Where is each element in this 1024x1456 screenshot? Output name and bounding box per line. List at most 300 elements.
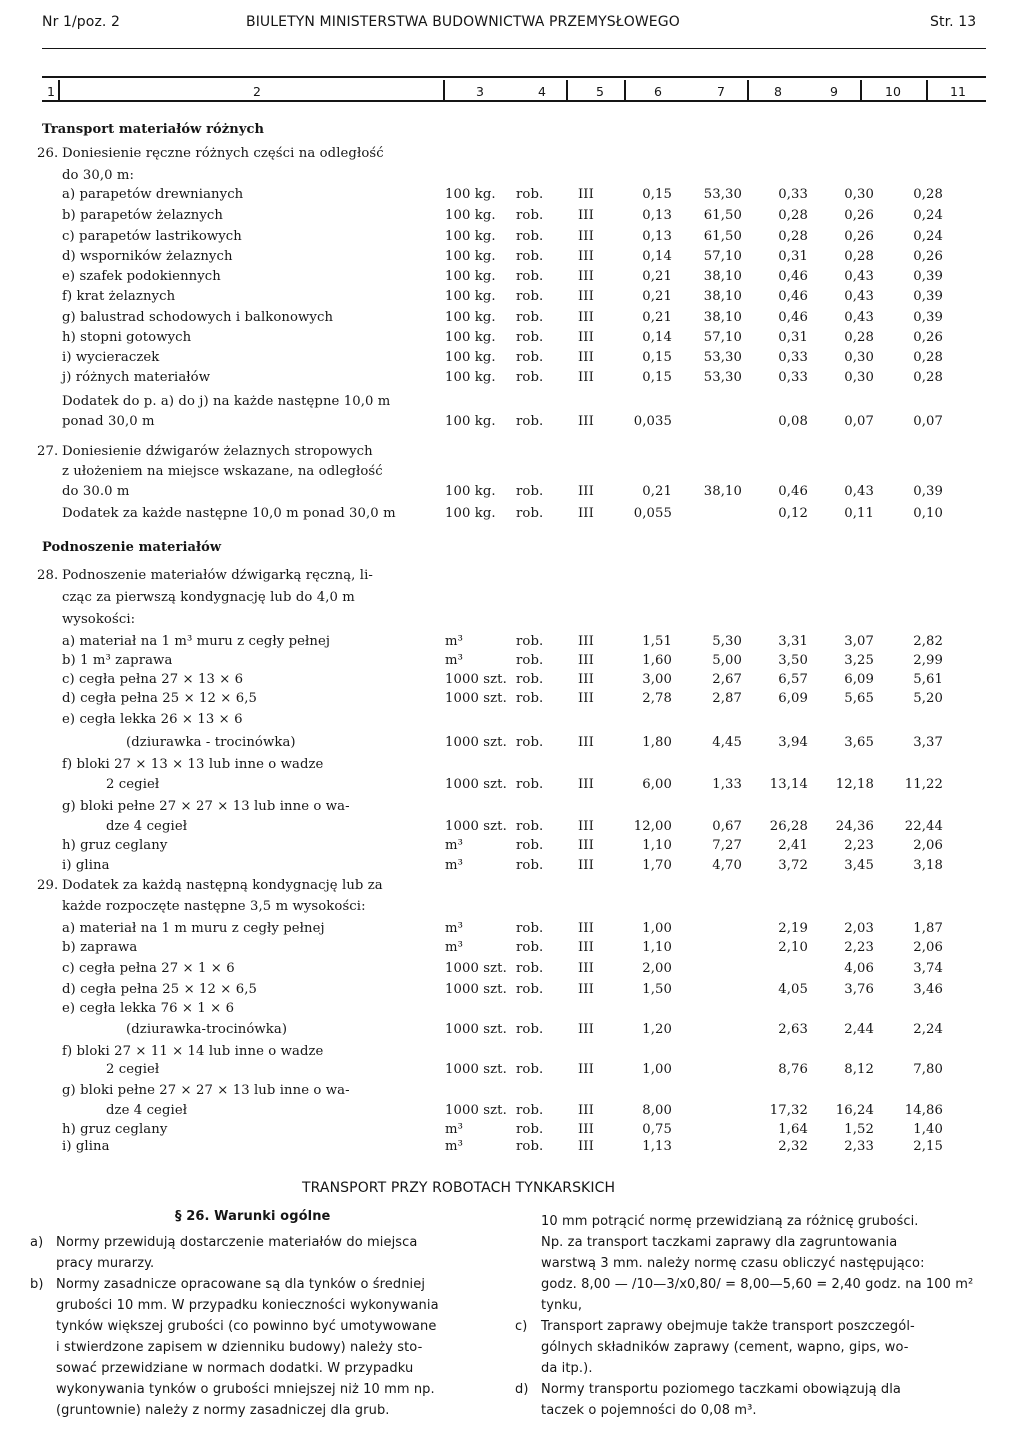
table-row xyxy=(0,229,1024,249)
item-description: i) glina xyxy=(62,1139,110,1154)
value-col7: 38,10 xyxy=(703,484,742,499)
value-col10: 0,39 xyxy=(913,289,943,304)
worker-cell: rob. xyxy=(516,506,544,521)
worker-cell: rob. xyxy=(516,1022,544,1037)
value-col6: 1,00 xyxy=(642,1062,672,1077)
worker-cell: rob. xyxy=(516,1122,544,1137)
category-cell: III xyxy=(578,1139,594,1154)
unit-cell: 100 kg. xyxy=(445,187,496,202)
footer-paragraph xyxy=(515,1316,995,1379)
value-col10: 11,22 xyxy=(904,777,943,792)
item-description: do 30.0 m xyxy=(62,484,130,499)
table-row xyxy=(0,310,1024,330)
col-separator xyxy=(566,80,568,100)
value-col6: 0,055 xyxy=(633,506,672,521)
value-col10: 1,40 xyxy=(913,1122,943,1137)
table-row xyxy=(0,444,1024,464)
table-row xyxy=(0,777,1024,797)
worker-cell: rob. xyxy=(516,310,544,325)
table-row xyxy=(0,1022,1024,1042)
table-row xyxy=(0,838,1024,858)
value-col10: 0,24 xyxy=(913,229,943,244)
value-col8: 2,63 xyxy=(778,1022,808,1037)
col-num-8: 8 xyxy=(774,84,783,99)
unit-cell: 100 kg. xyxy=(445,289,496,304)
value-col6: 1,00 xyxy=(642,921,672,936)
item-description: d) cegła pełna 25 × 12 × 6,5 xyxy=(62,982,258,997)
value-col8: 3,31 xyxy=(778,634,808,649)
col-separator xyxy=(624,80,626,100)
category-cell: III xyxy=(578,961,594,976)
table-row xyxy=(0,1044,1024,1064)
value-col10: 7,80 xyxy=(913,1062,943,1077)
table-row xyxy=(0,187,1024,207)
category-cell: III xyxy=(578,672,594,687)
footer-paragraph xyxy=(30,1232,500,1274)
table-row xyxy=(0,394,1024,414)
worker-cell: rob. xyxy=(516,1139,544,1154)
value-col9: 0,11 xyxy=(844,506,874,521)
table-row xyxy=(0,289,1024,309)
value-col8: 3,94 xyxy=(778,735,808,750)
value-col8: 8,76 xyxy=(778,1062,808,1077)
category-cell: III xyxy=(578,858,594,873)
item-description: h) stopni gotowych xyxy=(62,330,192,345)
col-separator xyxy=(747,80,749,100)
value-col8: 2,10 xyxy=(778,940,808,955)
value-col9: 2,23 xyxy=(844,940,874,955)
value-col8: 0,46 xyxy=(778,269,808,284)
item-description: do 30,0 m: xyxy=(62,168,135,183)
category-cell: III xyxy=(578,653,594,668)
unit-cell: m³ xyxy=(445,838,463,853)
paragraph-line: godz. 8,00 — /10—3/x0,80/ = 8,00—5,60 = 2,40 godz. na 100 m² xyxy=(541,1277,974,1292)
unit-cell: 1000 szt. xyxy=(445,735,507,750)
paragraph-label: b) xyxy=(30,1277,44,1292)
table-row xyxy=(0,961,1024,981)
category-cell: III xyxy=(578,506,594,521)
item-description: c) cegła pełna 27 × 13 × 6 xyxy=(62,672,244,687)
value-col10: 0,07 xyxy=(913,414,943,429)
value-col7: 38,10 xyxy=(703,310,742,325)
value-col10: 0,26 xyxy=(913,330,943,345)
value-col9: 0,43 xyxy=(844,269,874,284)
item-description: g) bloki pełne 27 × 27 × 13 lub inne o wa- xyxy=(62,799,350,814)
item-description: dze 4 cegieł xyxy=(106,1103,188,1118)
col-num-11: 11 xyxy=(950,84,967,99)
worker-cell: rob. xyxy=(516,961,544,976)
item-number: 26. xyxy=(37,146,59,161)
value-col9: 0,43 xyxy=(844,310,874,325)
value-col8: 3,72 xyxy=(778,858,808,873)
unit-cell: 100 kg. xyxy=(445,414,496,429)
worker-cell: rob. xyxy=(516,634,544,649)
category-cell: III xyxy=(578,982,594,997)
value-col8: 2,19 xyxy=(778,921,808,936)
item-description: j) różnych materiałów xyxy=(62,370,211,385)
table-row xyxy=(0,982,1024,1002)
item-description: Dodatek do p. a) do j) na każde następne 10,0 m xyxy=(62,394,391,409)
value-col9: 16,24 xyxy=(835,1103,874,1118)
category-cell: III xyxy=(578,921,594,936)
value-col7: 1,33 xyxy=(712,777,742,792)
value-col8: 13,14 xyxy=(769,777,808,792)
value-col7: 5,00 xyxy=(712,653,742,668)
worker-cell: rob. xyxy=(516,370,544,385)
unit-cell: 1000 szt. xyxy=(445,1062,507,1077)
category-cell: III xyxy=(578,691,594,706)
value-col9: 3,65 xyxy=(844,735,874,750)
value-col9: 0,26 xyxy=(844,208,874,223)
category-cell: III xyxy=(578,819,594,834)
item-description: (dziurawka-trocinówka) xyxy=(126,1022,288,1037)
worker-cell: rob. xyxy=(516,982,544,997)
value-col6: 1,20 xyxy=(642,1022,672,1037)
paragraph-line: da itp.). xyxy=(541,1361,593,1376)
item-description: dze 4 cegieł xyxy=(106,819,188,834)
table-row xyxy=(0,878,1024,898)
value-col10: 0,28 xyxy=(913,370,943,385)
unit-cell: 100 kg. xyxy=(445,269,496,284)
table-row xyxy=(0,330,1024,350)
unit-cell: 1000 szt. xyxy=(445,1022,507,1037)
section-title-transport: Transport materiałów różnych xyxy=(42,122,265,137)
item-description: (dziurawka - trocinówka) xyxy=(126,735,296,750)
item-description: d) wsporników żelaznych xyxy=(62,249,233,264)
col-num-5: 5 xyxy=(596,84,605,99)
table-row xyxy=(0,370,1024,390)
table-row xyxy=(0,208,1024,228)
unit-cell: m³ xyxy=(445,1122,463,1137)
value-col7: 38,10 xyxy=(703,269,742,284)
item-description: h) gruz ceglany xyxy=(62,1122,168,1137)
item-description: z ułożeniem na miejsce wskazane, na odległość xyxy=(62,464,383,479)
item-description: wysokości: xyxy=(62,612,136,627)
value-col7: 38,10 xyxy=(703,289,742,304)
category-cell: III xyxy=(578,414,594,429)
paragraph-line: grubości 10 mm. W przypadku konieczności wykonywania xyxy=(56,1298,439,1313)
value-col7: 61,50 xyxy=(703,229,742,244)
value-col8: 26,28 xyxy=(769,819,808,834)
value-col9: 3,76 xyxy=(844,982,874,997)
value-col6: 0,21 xyxy=(642,269,672,284)
item-description: d) cegła pełna 25 × 12 × 6,5 xyxy=(62,691,258,706)
value-col7: 5,30 xyxy=(712,634,742,649)
unit-cell: m³ xyxy=(445,940,463,955)
value-col8: 1,64 xyxy=(778,1122,808,1137)
category-cell: III xyxy=(578,350,594,365)
worker-cell: rob. xyxy=(516,940,544,955)
paragraph-line: Np. za transport taczkami zaprawy dla zagruntowania xyxy=(541,1235,898,1250)
unit-cell: 100 kg. xyxy=(445,249,496,264)
value-col8: 17,32 xyxy=(769,1103,808,1118)
item-description: Podnoszenie materiałów dźwigarką ręczną, li- xyxy=(62,568,373,583)
value-col9: 2,03 xyxy=(844,921,874,936)
item-description: e) cegła lekka 26 × 13 × 6 xyxy=(62,712,243,727)
paragraph-line: Normy transportu poziomego taczkami obowiązują dla xyxy=(541,1382,901,1397)
value-col10: 2,99 xyxy=(913,653,943,668)
table-row xyxy=(0,249,1024,269)
value-col9: 3,07 xyxy=(844,634,874,649)
category-cell: III xyxy=(578,249,594,264)
table-row xyxy=(0,590,1024,610)
item-description: b) zaprawa xyxy=(62,940,138,955)
value-col10: 3,46 xyxy=(913,982,943,997)
worker-cell: rob. xyxy=(516,330,544,345)
worker-cell: rob. xyxy=(516,921,544,936)
category-cell: III xyxy=(578,229,594,244)
worker-cell: rob. xyxy=(516,691,544,706)
unit-cell: 1000 szt. xyxy=(445,1103,507,1118)
item-description: Dodatek za każdą następną kondygnację lub za xyxy=(62,878,383,893)
value-col8: 6,09 xyxy=(778,691,808,706)
value-col6: 1,70 xyxy=(642,858,672,873)
value-col8: 0,31 xyxy=(778,330,808,345)
value-col8: 0,28 xyxy=(778,208,808,223)
worker-cell: rob. xyxy=(516,735,544,750)
value-col9: 0,28 xyxy=(844,330,874,345)
paragraph-line: 10 mm potrącić normę przewidzianą za różnicę grubości. xyxy=(541,1214,919,1229)
value-col10: 3,18 xyxy=(913,858,943,873)
table-row xyxy=(0,1001,1024,1021)
item-number: 27. xyxy=(37,444,59,459)
paragraph-line: taczek o pojemności do 0,08 m³. xyxy=(541,1403,757,1418)
unit-cell: 100 kg. xyxy=(445,310,496,325)
worker-cell: rob. xyxy=(516,819,544,834)
value-col7: 4,45 xyxy=(712,735,742,750)
table-row xyxy=(0,269,1024,289)
table-row xyxy=(0,464,1024,484)
value-col8: 0,31 xyxy=(778,249,808,264)
worker-cell: rob. xyxy=(516,484,544,499)
table-row xyxy=(0,858,1024,878)
value-col9: 6,09 xyxy=(844,672,874,687)
value-col6: 12,00 xyxy=(633,819,672,834)
table-row xyxy=(0,484,1024,504)
table-row xyxy=(0,712,1024,732)
col-num-10: 10 xyxy=(885,84,902,99)
col-num-9: 9 xyxy=(830,84,839,99)
paragraph-line: i stwierdzone zapisem w dzienniku budowy) należy sto- xyxy=(56,1340,423,1355)
value-col10: 2,15 xyxy=(913,1139,943,1154)
value-col9: 0,30 xyxy=(844,370,874,385)
item-description: 2 cegieł xyxy=(106,1062,160,1077)
worker-cell: rob. xyxy=(516,858,544,873)
worker-cell: rob. xyxy=(516,653,544,668)
table-row xyxy=(0,506,1024,526)
value-col9: 2,23 xyxy=(844,838,874,853)
col-separator xyxy=(58,80,60,100)
unit-cell: 1000 szt. xyxy=(445,982,507,997)
value-col9: 2,44 xyxy=(844,1022,874,1037)
category-cell: III xyxy=(578,634,594,649)
value-col7: 0,67 xyxy=(712,819,742,834)
value-col9: 0,26 xyxy=(844,229,874,244)
col-num-6: 6 xyxy=(654,84,663,99)
value-col8: 0,46 xyxy=(778,310,808,325)
value-col6: 1,13 xyxy=(642,1139,672,1154)
category-cell: III xyxy=(578,735,594,750)
item-description: ponad 30,0 m xyxy=(62,414,155,429)
unit-cell: m³ xyxy=(445,634,463,649)
table-row xyxy=(0,653,1024,673)
item-description: c) parapetów lastrikowych xyxy=(62,229,242,244)
table-row xyxy=(0,146,1024,166)
unit-cell: 100 kg. xyxy=(445,229,496,244)
value-col9: 4,06 xyxy=(844,961,874,976)
unit-cell: 1000 szt. xyxy=(445,961,507,976)
paragraph-line: wykonywania tynków o grubości mniejszej niż 10 mm np. xyxy=(56,1382,435,1397)
item-description: b) 1 m³ zaprawa xyxy=(62,653,173,668)
value-col7: 53,30 xyxy=(703,370,742,385)
value-col7: 53,30 xyxy=(703,187,742,202)
value-col9: 0,28 xyxy=(844,249,874,264)
value-col9: 0,43 xyxy=(844,484,874,499)
value-col9: 1,52 xyxy=(844,1122,874,1137)
category-cell: III xyxy=(578,269,594,284)
category-cell: III xyxy=(578,289,594,304)
unit-cell: 1000 szt. xyxy=(445,777,507,792)
value-col6: 0,14 xyxy=(642,249,672,264)
section-title-lifting: Podnoszenie materiałów xyxy=(42,540,222,555)
table-row xyxy=(0,899,1024,919)
col-separator xyxy=(860,80,862,100)
value-col10: 3,37 xyxy=(913,735,943,750)
value-col10: 2,82 xyxy=(913,634,943,649)
footer-paragraph xyxy=(515,1211,995,1316)
item-number: 28. xyxy=(37,568,59,583)
table-row xyxy=(0,940,1024,960)
paragraph-line: tynku, xyxy=(541,1298,583,1313)
item-description: Dodatek za każde następne 10,0 m ponad 30,0 m xyxy=(62,506,396,521)
value-col6: 0,035 xyxy=(633,414,672,429)
value-col6: 3,00 xyxy=(642,672,672,687)
footer-title: TRANSPORT PRZY ROBOTACH TYNKARSKICH xyxy=(302,1180,616,1196)
value-col8: 6,57 xyxy=(778,672,808,687)
value-col7: 2,67 xyxy=(712,672,742,687)
worker-cell: rob. xyxy=(516,289,544,304)
journal-title: BIULETYN MINISTERSTWA BUDOWNICTWA PRZEMYSŁOWEGO xyxy=(246,14,680,30)
worker-cell: rob. xyxy=(516,208,544,223)
unit-cell: 100 kg. xyxy=(445,208,496,223)
category-cell: III xyxy=(578,940,594,955)
value-col8: 3,50 xyxy=(778,653,808,668)
table-row xyxy=(0,612,1024,632)
value-col7: 53,30 xyxy=(703,350,742,365)
table-row xyxy=(0,1062,1024,1082)
value-col9: 3,45 xyxy=(844,858,874,873)
category-cell: III xyxy=(578,310,594,325)
unit-cell: m³ xyxy=(445,653,463,668)
worker-cell: rob. xyxy=(516,1103,544,1118)
issue-number: Nr 1/poz. 2 xyxy=(42,14,121,30)
item-description: b) parapetów żelaznych xyxy=(62,208,224,223)
value-col6: 1,50 xyxy=(642,982,672,997)
item-description: a) parapetów drewnianych xyxy=(62,187,244,202)
value-col10: 1,87 xyxy=(913,921,943,936)
value-col6: 8,00 xyxy=(642,1103,672,1118)
worker-cell: rob. xyxy=(516,249,544,264)
worker-cell: rob. xyxy=(516,1062,544,1077)
table-row xyxy=(0,921,1024,941)
table-row xyxy=(0,414,1024,434)
value-col8: 0,33 xyxy=(778,350,808,365)
footer-subtitle: § 26. Warunki ogólne xyxy=(175,1209,331,1224)
paragraph-line: Normy zasadnicze opracowane są dla tynków o średniej xyxy=(56,1277,426,1292)
value-col6: 1,10 xyxy=(642,838,672,853)
value-col9: 12,18 xyxy=(835,777,874,792)
value-col9: 24,36 xyxy=(835,819,874,834)
category-cell: III xyxy=(578,1103,594,1118)
category-cell: III xyxy=(578,484,594,499)
item-description: f) krat żelaznych xyxy=(62,289,176,304)
item-description: g) bloki pełne 27 × 27 × 13 lub inne o wa- xyxy=(62,1083,350,1098)
value-col10: 0,26 xyxy=(913,249,943,264)
category-cell: III xyxy=(578,370,594,385)
table-row xyxy=(0,819,1024,839)
table-row xyxy=(0,1139,1024,1159)
value-col8: 2,41 xyxy=(778,838,808,853)
table-row xyxy=(0,691,1024,711)
category-cell: III xyxy=(578,187,594,202)
item-description: c) cegła pełna 27 × 1 × 6 xyxy=(62,961,235,976)
category-cell: III xyxy=(578,330,594,345)
table-row xyxy=(0,735,1024,755)
paragraph-line: tynków większej grubości (co powinno być umotywowane xyxy=(56,1319,437,1334)
item-description: a) materiał na 1 m muru z cegły pełnej xyxy=(62,921,325,936)
col-separator xyxy=(926,80,928,100)
item-description: i) wycieraczek xyxy=(62,350,160,365)
item-description: h) gruz ceglany xyxy=(62,838,168,853)
col-num-7: 7 xyxy=(717,84,726,99)
value-col8: 0,46 xyxy=(778,289,808,304)
value-col6: 0,21 xyxy=(642,484,672,499)
value-col6: 6,00 xyxy=(642,777,672,792)
worker-cell: rob. xyxy=(516,187,544,202)
item-description: cząc za pierwszą kondygnację lub do 4,0 m xyxy=(62,590,355,605)
page-number: Str. 13 xyxy=(930,14,977,30)
unit-cell: 1000 szt. xyxy=(445,819,507,834)
category-cell: III xyxy=(578,1022,594,1037)
value-col10: 2,24 xyxy=(913,1022,943,1037)
unit-cell: m³ xyxy=(445,921,463,936)
paragraph-label: a) xyxy=(30,1235,44,1250)
value-col8: 0,33 xyxy=(778,187,808,202)
value-col9: 0,43 xyxy=(844,289,874,304)
value-col10: 2,06 xyxy=(913,940,943,955)
footer-paragraph xyxy=(515,1379,995,1421)
footer-paragraph xyxy=(30,1274,500,1421)
col-separator xyxy=(443,80,445,100)
value-col6: 0,13 xyxy=(642,229,672,244)
paragraph-line: Transport zaprawy obejmuje także transport poszczegól- xyxy=(541,1319,915,1334)
paragraph-line: sować przewidziane w normach dodatki. W przypadku xyxy=(56,1361,414,1376)
item-description: i) glina xyxy=(62,858,110,873)
col-num-1: 1 xyxy=(47,84,56,99)
col-num-4: 4 xyxy=(538,84,547,99)
paragraph-line: (gruntownie) należy z normy zasadniczej dla grub. xyxy=(56,1403,390,1418)
category-cell: III xyxy=(578,1062,594,1077)
table-row xyxy=(0,350,1024,370)
paragraph-label: d) xyxy=(515,1382,529,1397)
value-col10: 0,39 xyxy=(913,269,943,284)
value-col10: 0,39 xyxy=(913,484,943,499)
unit-cell: m³ xyxy=(445,1139,463,1154)
item-description: f) bloki 27 × 11 × 14 lub inne o wadze xyxy=(62,1044,324,1059)
value-col10: 0,28 xyxy=(913,187,943,202)
table-top-rule xyxy=(42,76,986,78)
value-col10: 0,28 xyxy=(913,350,943,365)
